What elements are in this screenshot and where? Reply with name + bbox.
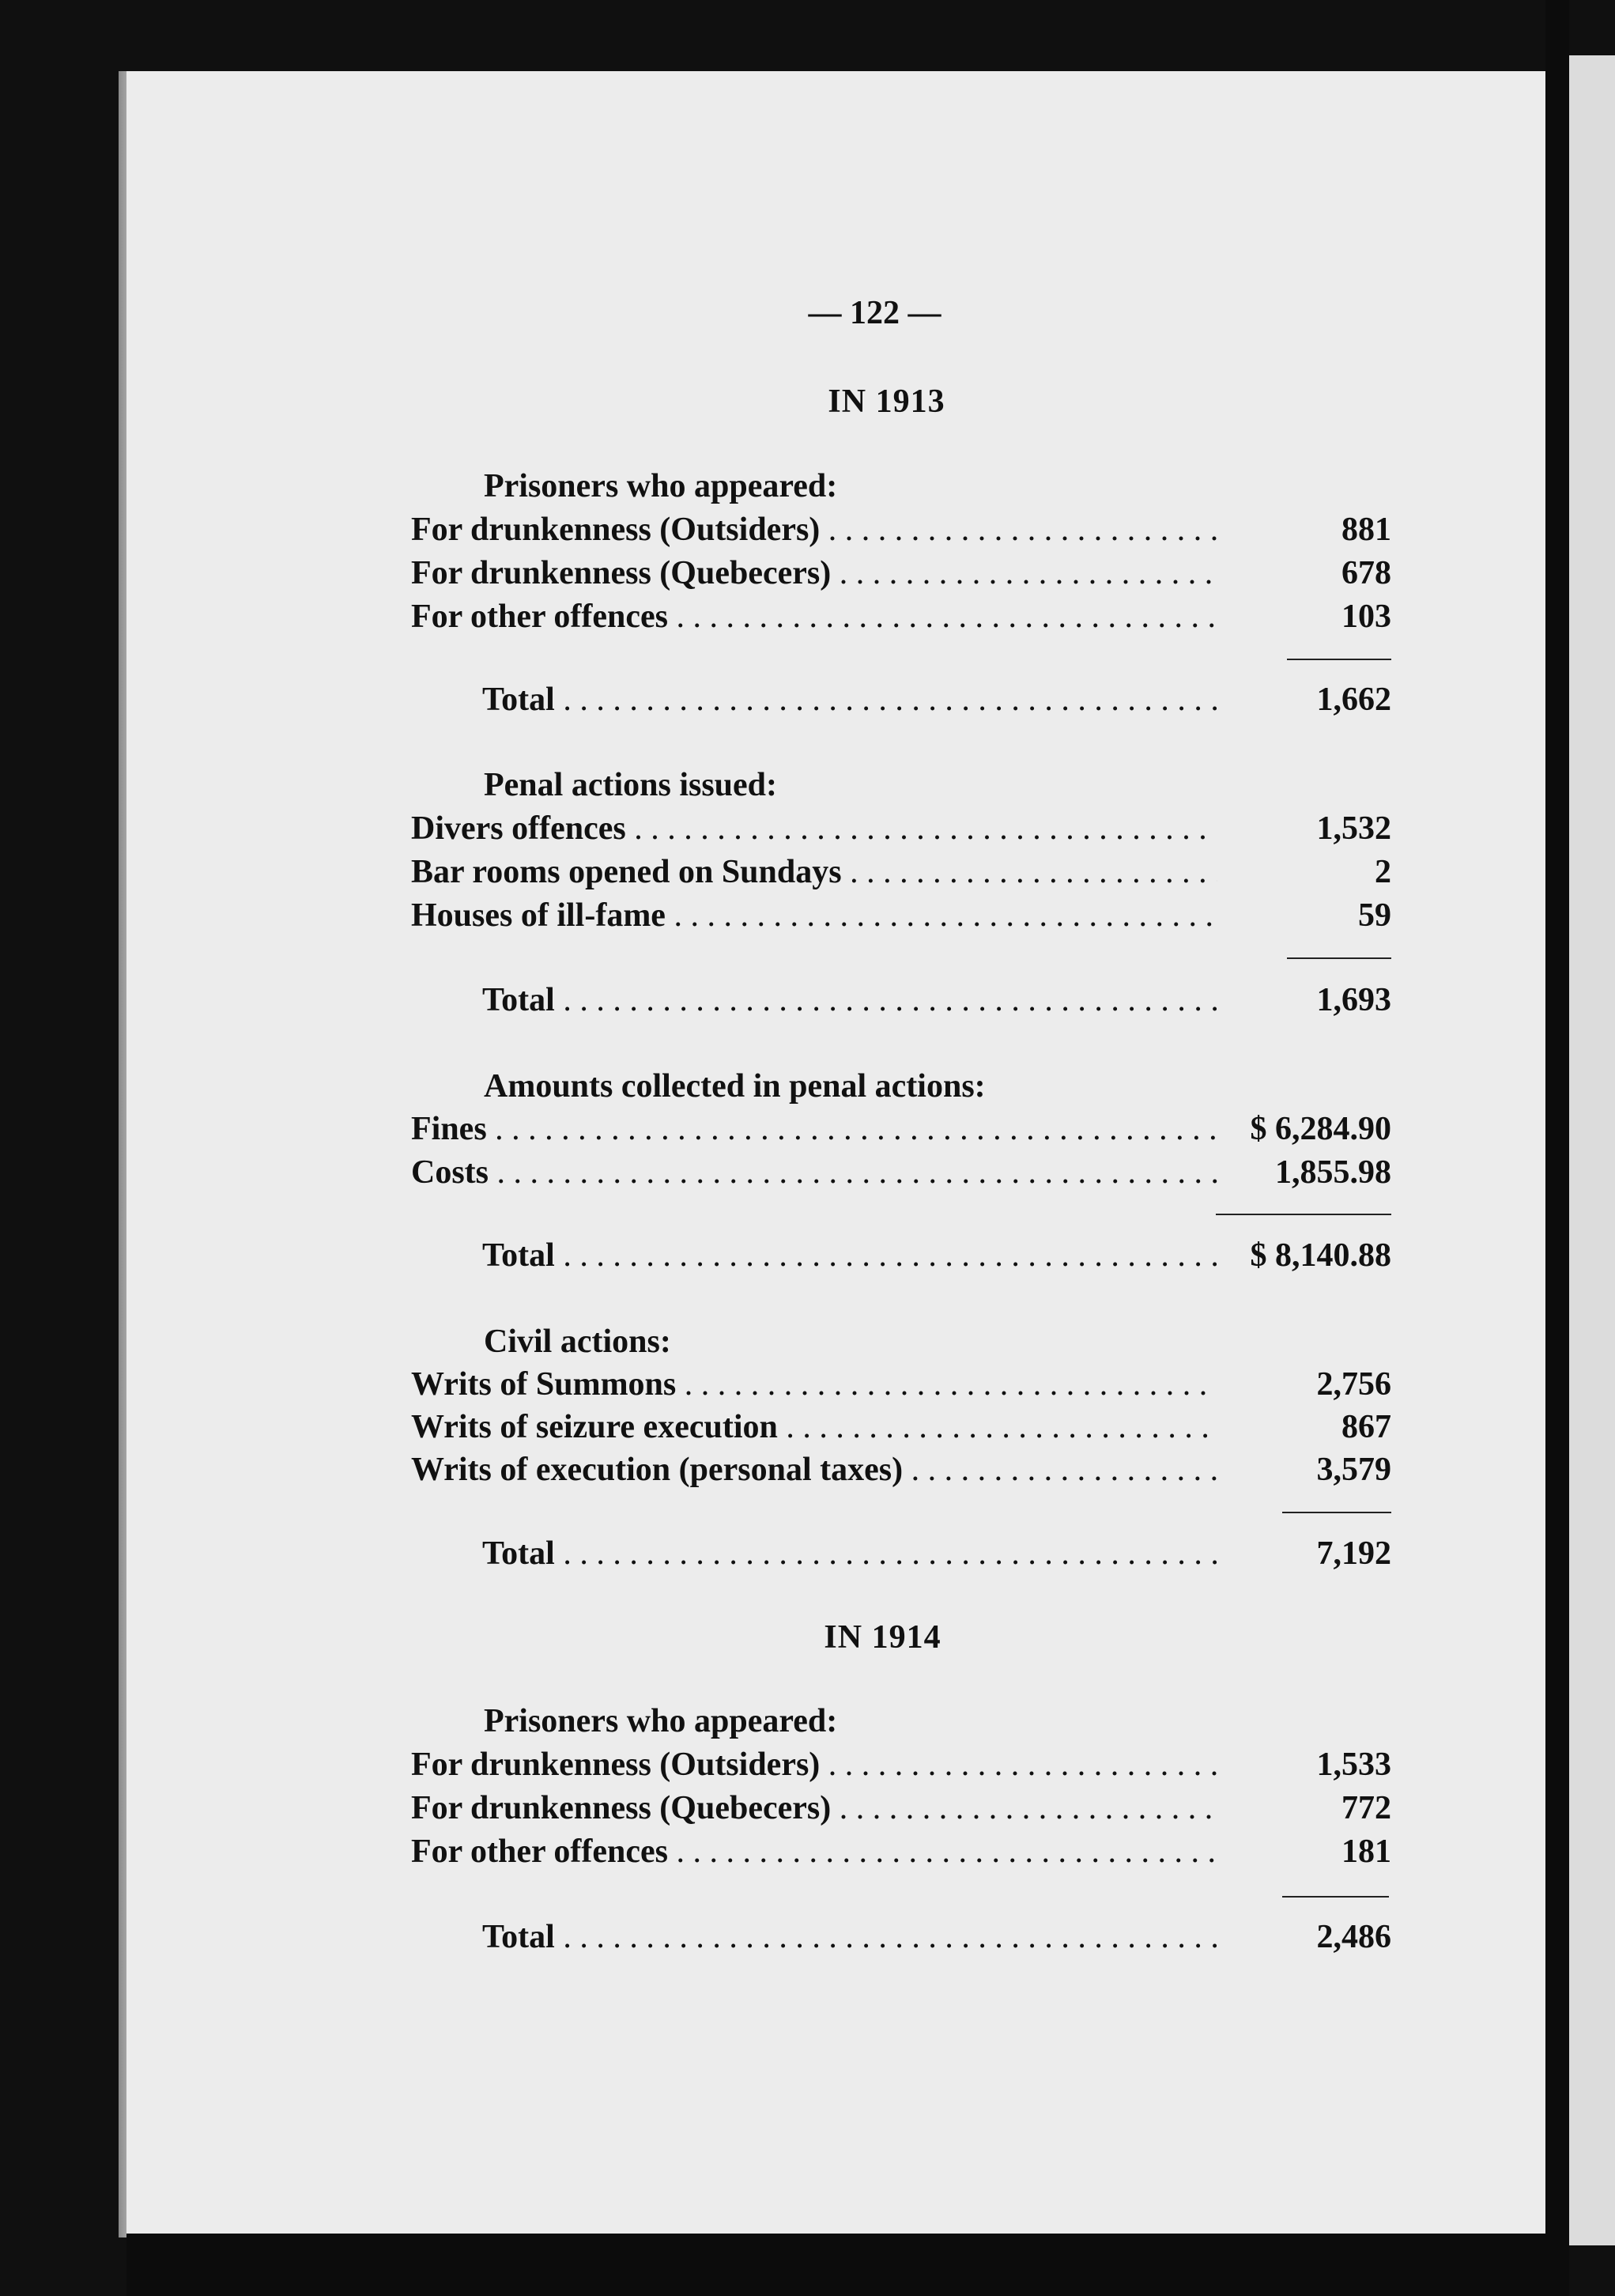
item-value: 2 [1375, 854, 1391, 890]
section-title-1914: IN 1914 [824, 1619, 941, 1656]
group-heading: Civil actions: [484, 1324, 671, 1360]
total-rule [1282, 1512, 1391, 1513]
item-label: Writs of seizure execution . . . [411, 1406, 1217, 1448]
total-value: 7,192 [1316, 1535, 1391, 1572]
total-label: Total . . . [482, 979, 1217, 1021]
group-heading: Penal actions issued: [484, 767, 778, 803]
item-value: 1,533 [1316, 1747, 1391, 1783]
total-label: Total . . . [482, 678, 1217, 721]
item-value: 2,756 [1316, 1366, 1391, 1403]
item-label: Writs of Summons . . . [411, 1363, 1217, 1406]
group-heading: Prisoners who appeared: [484, 468, 838, 504]
item-value: 867 [1341, 1409, 1391, 1445]
total-value: $ 8,140.88 [1250, 1237, 1391, 1274]
item-value: 59 [1358, 897, 1391, 934]
item-value: 772 [1341, 1790, 1391, 1826]
item-label: Bar rooms opened on Sundays . . . [411, 851, 1217, 893]
page-number: — 122 — [808, 295, 941, 331]
item-label: Costs . . . [411, 1151, 1217, 1194]
item-value: 181 [1341, 1833, 1391, 1870]
group-heading: Amounts collected in penal actions: [484, 1068, 986, 1105]
total-label: Total . . . [482, 1234, 1217, 1277]
item-value: 3,579 [1316, 1452, 1391, 1488]
item-label: Divers offences . . . [411, 807, 1217, 850]
item-value: 881 [1341, 512, 1391, 548]
section-title-1913: IN 1913 [828, 383, 945, 420]
item-label: Houses of ill-fame . . . [411, 894, 1217, 937]
total-rule [1287, 957, 1391, 959]
item-value: 1,855.98 [1275, 1154, 1391, 1191]
total-value: 1,662 [1316, 682, 1391, 718]
total-value: 1,693 [1316, 982, 1391, 1018]
item-label: For drunkenness (Outsiders) . . . [411, 1743, 1217, 1786]
total-label: Total . . . [482, 1532, 1217, 1575]
item-label: For drunkenness (Quebecers) . . . [411, 1787, 1217, 1830]
item-label: Writs of execution (personal taxes) . . . [411, 1448, 1217, 1491]
total-rule [1216, 1214, 1391, 1215]
item-value: 103 [1341, 599, 1391, 635]
total-rule [1282, 1896, 1389, 1898]
item-value: 1,532 [1316, 810, 1391, 847]
item-label: Fines . . . [411, 1108, 1217, 1150]
total-value: 2,486 [1316, 1919, 1391, 1955]
group-heading: Prisoners who appeared: [484, 1703, 838, 1739]
item-label: For drunkenness (Outsiders) . . . [411, 508, 1217, 551]
item-value: $ 6,284.90 [1250, 1111, 1391, 1147]
item-label: For drunkenness (Quebecers) . . . [411, 552, 1217, 595]
item-label: For other offences . . . [411, 595, 1217, 638]
item-value: 678 [1341, 555, 1391, 591]
item-label: For other offences . . . [411, 1830, 1217, 1873]
total-rule [1287, 659, 1391, 660]
total-label: Total . . . [482, 1916, 1217, 1958]
